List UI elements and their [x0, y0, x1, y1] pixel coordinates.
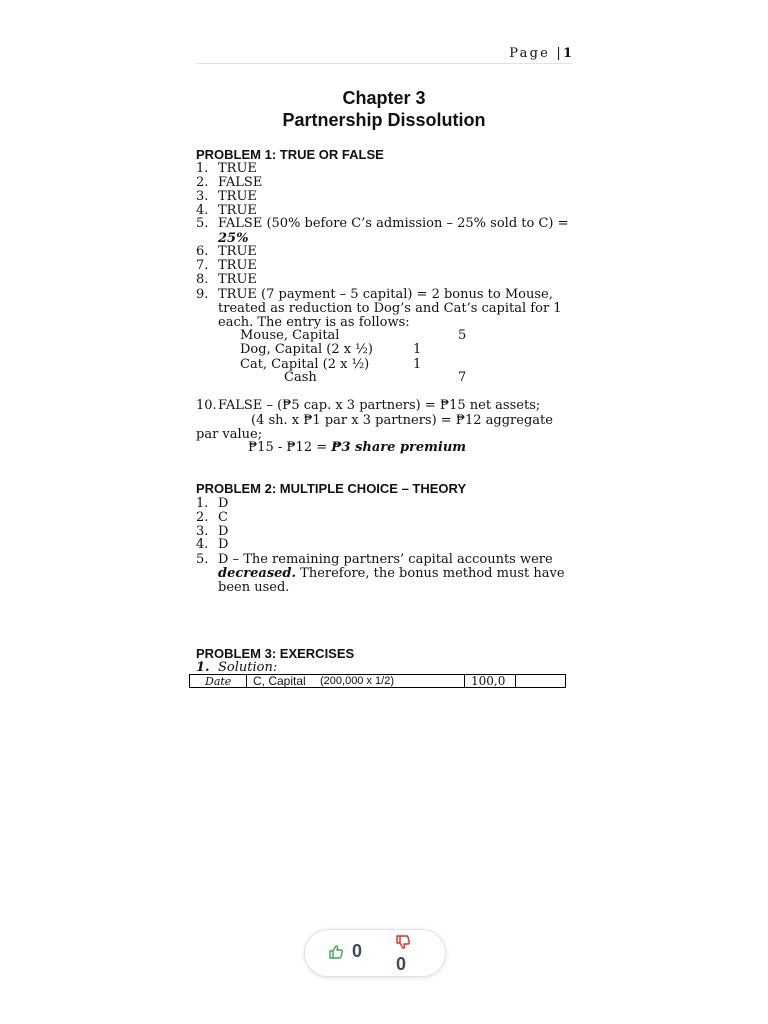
list-item-number: 7.	[196, 258, 209, 273]
list-item-number: 5.	[196, 552, 209, 567]
list-item: TRUE	[218, 244, 257, 259]
list-item-line: (4 sh. x ₱1 par x 3 partners) = ₱12 aggregate	[251, 413, 553, 428]
computation-result: ₱3 share premium	[331, 440, 467, 455]
list-item: TRUE	[218, 203, 257, 218]
page-label: Page |	[509, 46, 563, 61]
list-item: FALSE (50% before C’s admission – 25% sold to C) =	[218, 216, 569, 231]
list-item: D	[218, 524, 229, 539]
list-item-number: 1.	[196, 161, 209, 176]
list-item: TRUE	[218, 272, 257, 287]
list-item-number: 4.	[196, 537, 209, 552]
entry-account: Dog, Capital (2 x ½)	[240, 342, 373, 357]
list-item: TRUE	[218, 161, 257, 176]
table-cell-note: (200,000 x 1/2)	[320, 675, 394, 687]
problem2-heading: PROBLEM 2: MULTIPLE CHOICE – THEORY	[196, 481, 467, 496]
downvote-count: 0	[396, 954, 407, 974]
list-item-number: 2.	[196, 175, 209, 190]
entry-account: Mouse, Capital	[240, 328, 340, 343]
exercise-number: 1.	[196, 660, 210, 675]
computation-text: ₱15 - ₱12 =	[248, 440, 332, 455]
list-item: FALSE – (₱5 cap. x 3 partners) = ₱15 net assets;	[218, 398, 541, 413]
list-item: TRUE	[218, 258, 257, 273]
solution-label: Solution:	[218, 660, 278, 675]
problem3-heading: PROBLEM 3: EXERCISES	[196, 646, 355, 661]
list-item: TRUE (7 payment – 5 capital) = 2 bonus to Mouse,	[218, 287, 553, 302]
entry-debit: 5	[458, 328, 467, 343]
list-item: D – The remaining partners’ capital accounts were	[218, 552, 553, 567]
vote-widget	[304, 929, 446, 977]
list-item: D	[218, 496, 229, 511]
list-item-line: par value;	[196, 427, 263, 442]
list-item: FALSE	[218, 175, 263, 190]
chapter-subtitle: Partnership Dissolution	[282, 110, 486, 130]
list-item-text: Therefore, the bonus method must have	[296, 566, 565, 581]
entry-account: Cat, Capital (2 x ½)	[240, 357, 370, 372]
upvote-count: 0	[352, 941, 363, 961]
problem1-heading: PROBLEM 1: TRUE OR FALSE	[196, 147, 384, 162]
list-item-line: each. The entry is as follows:	[218, 315, 410, 330]
page-number: 1	[562, 46, 572, 61]
chapter-title: Chapter 3	[342, 88, 426, 108]
entry-account: Cash	[284, 370, 317, 385]
list-item-number: 8.	[196, 272, 209, 287]
entry-credit: 1	[413, 357, 422, 372]
table-cell-debit: 100,0	[471, 674, 506, 688]
list-item-line	[218, 566, 565, 581]
table-divider	[464, 675, 465, 688]
table-cell-date: Date	[205, 675, 232, 688]
list-item-line	[248, 440, 466, 455]
table-divider	[246, 675, 247, 688]
page-header	[196, 46, 572, 64]
thumbs-up-icon[interactable]	[328, 944, 344, 960]
table-divider	[515, 675, 516, 688]
list-item: C	[218, 510, 228, 525]
list-item: TRUE	[218, 189, 257, 204]
list-item-number: 10.	[196, 398, 217, 413]
list-item-line: treated as reduction to Dog’s and Cat’s capital for 1	[218, 301, 562, 316]
emphasis-text: decreased.	[218, 566, 297, 581]
list-item-emphasis: 25%	[218, 231, 249, 246]
journal-table	[189, 674, 566, 688]
table-cell-account: C, Capital	[253, 674, 306, 688]
list-item-number: 2.	[196, 510, 209, 525]
entry-credit: 7	[458, 370, 467, 385]
list-item-number: 4.	[196, 203, 209, 218]
list-item-line: been used.	[218, 580, 290, 595]
entry-credit: 1	[413, 342, 422, 357]
list-item-number: 1.	[196, 496, 209, 511]
list-item-number: 6.	[196, 244, 209, 259]
list-item-number: 3.	[196, 524, 209, 539]
list-item: D	[218, 537, 229, 552]
list-item-number: 5.	[196, 216, 209, 231]
list-item-number: 9.	[196, 287, 209, 302]
thumbs-down-icon[interactable]	[395, 934, 411, 950]
list-item-number: 3.	[196, 189, 209, 204]
